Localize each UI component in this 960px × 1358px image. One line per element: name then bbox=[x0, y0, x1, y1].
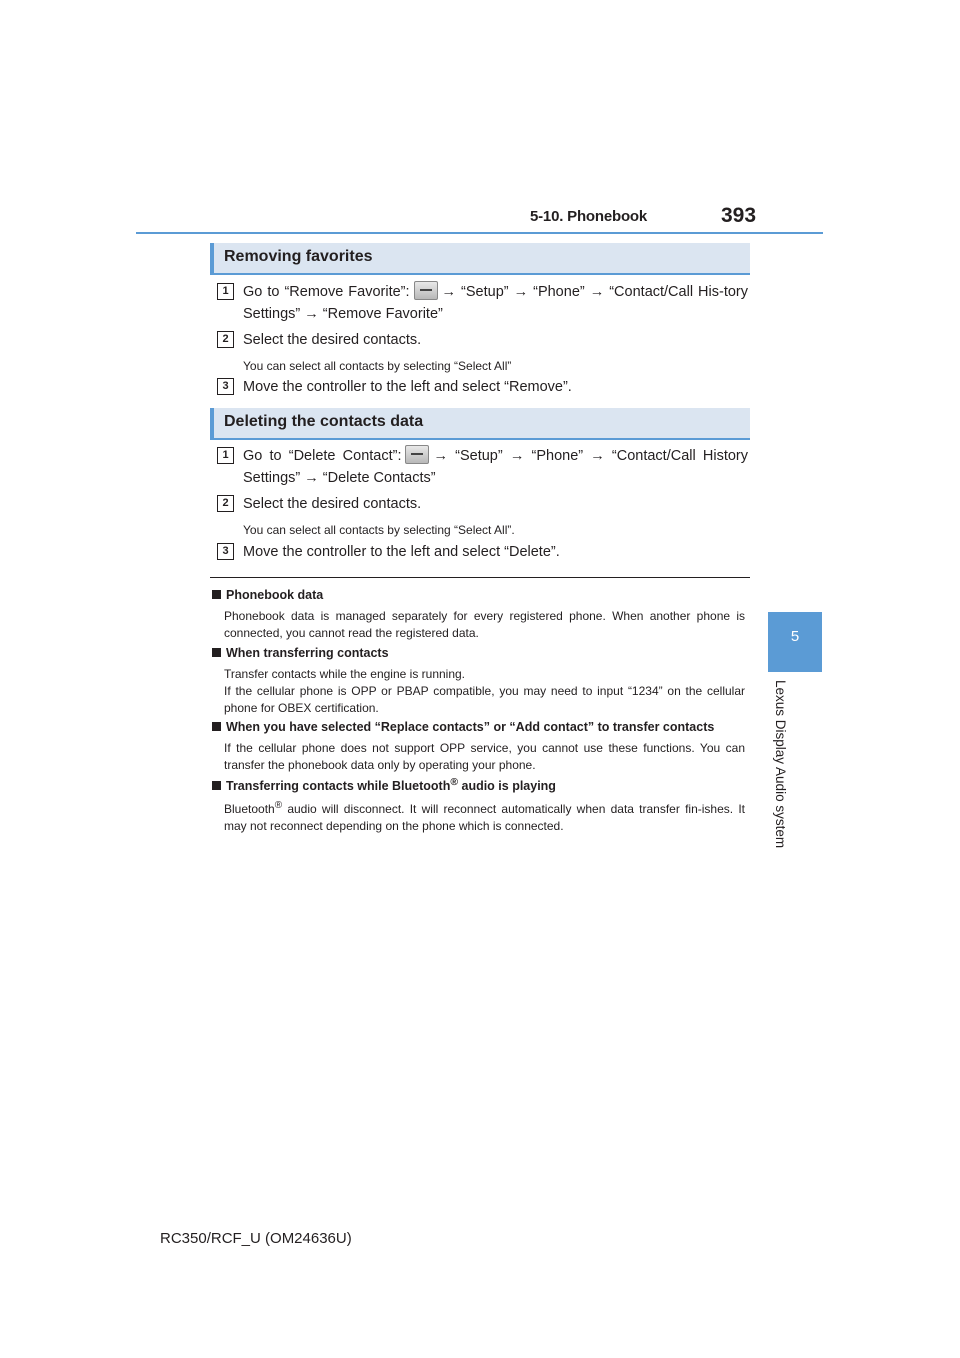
square-bullet-icon bbox=[212, 722, 221, 731]
square-bullet-icon bbox=[212, 648, 221, 657]
step-text-post: → “Setup” → “Phone” → “Contact/Call His-tory Settings” → “Remove Favorite” bbox=[243, 284, 748, 322]
note-body-line: If the cellular phone is OPP or PBAP compatible, you may need to input “1234” on the cellular phone for OBEX certification. bbox=[224, 684, 745, 715]
section-header-deleting-contacts bbox=[210, 408, 750, 440]
chapter-tab-title-wrap bbox=[772, 680, 790, 860]
note-title: Phonebook data bbox=[212, 588, 323, 602]
note-body: Phonebook data is managed separately for every registered phone. When another phone is connected, you cannot read the registered data. bbox=[224, 609, 745, 640]
step-text: Select the desired contacts. bbox=[243, 332, 422, 348]
menu-button-icon bbox=[414, 281, 438, 300]
running-header-section: 5-10. Phonebook bbox=[530, 208, 648, 225]
note-body: If the cellular phone does not support OPP service, you cannot use these functions. You can transfer the phonebook data only by operating your phone. bbox=[224, 741, 745, 772]
step-text-pre: Go to “Delete Contact”: bbox=[243, 448, 402, 464]
footer-model: RC350/RCF_U (OM24636U) bbox=[160, 1230, 352, 1247]
section-title: Removing favorites bbox=[224, 248, 373, 265]
step-text-pre: Go to “Remove Favorite”: bbox=[243, 284, 410, 300]
step-note: You can select all contacts by selecting “Select All”. bbox=[243, 523, 515, 537]
step-number: 3 bbox=[217, 543, 234, 560]
step-text: Move the controller to the left and select “Delete”. bbox=[243, 544, 560, 560]
menu-button-icon bbox=[405, 445, 429, 464]
step-number: 2 bbox=[217, 495, 234, 512]
section-title: Deleting the contacts data bbox=[224, 413, 424, 430]
note-body bbox=[224, 666, 745, 717]
section-header-removing-favorites bbox=[210, 243, 750, 275]
step-text-post: → “Setup” → “Phone” → “Contact/Call History Settings” → “Delete Contacts” bbox=[243, 448, 748, 486]
step-number: 3 bbox=[217, 378, 234, 395]
chapter-tab-title: Lexus Display Audio system bbox=[773, 680, 788, 849]
chapter-tab-number: 5 bbox=[790, 628, 800, 645]
header-rule bbox=[136, 232, 823, 234]
step-text: Move the controller to the left and select “Remove”. bbox=[243, 379, 572, 395]
note-title: When transferring contacts bbox=[212, 646, 389, 660]
note-body-line: Transfer contacts while the engine is running. bbox=[224, 667, 466, 681]
note-title: Transferring contacts while Bluetooth® audio is playing bbox=[212, 777, 556, 793]
notes-divider bbox=[210, 577, 750, 578]
square-bullet-icon bbox=[212, 590, 221, 599]
step-note: You can select all contacts by selecting “Select All” bbox=[243, 359, 512, 373]
step-number: 1 bbox=[217, 283, 234, 300]
step-text bbox=[243, 445, 748, 489]
step-number: 2 bbox=[217, 331, 234, 348]
note-body: Bluetooth® audio will disconnect. It will reconnect automatically when data transfer fin-ishes. It may not reconnect depending on the phone which is connected. bbox=[224, 800, 745, 833]
page-number: 393 bbox=[721, 204, 757, 227]
step-text bbox=[243, 281, 748, 325]
step-text: Select the desired contacts. bbox=[243, 496, 422, 512]
note-title: When you have selected “Replace contacts” or “Add contact” to transfer contacts bbox=[212, 720, 714, 734]
square-bullet-icon bbox=[212, 781, 221, 790]
step-number: 1 bbox=[217, 447, 234, 464]
